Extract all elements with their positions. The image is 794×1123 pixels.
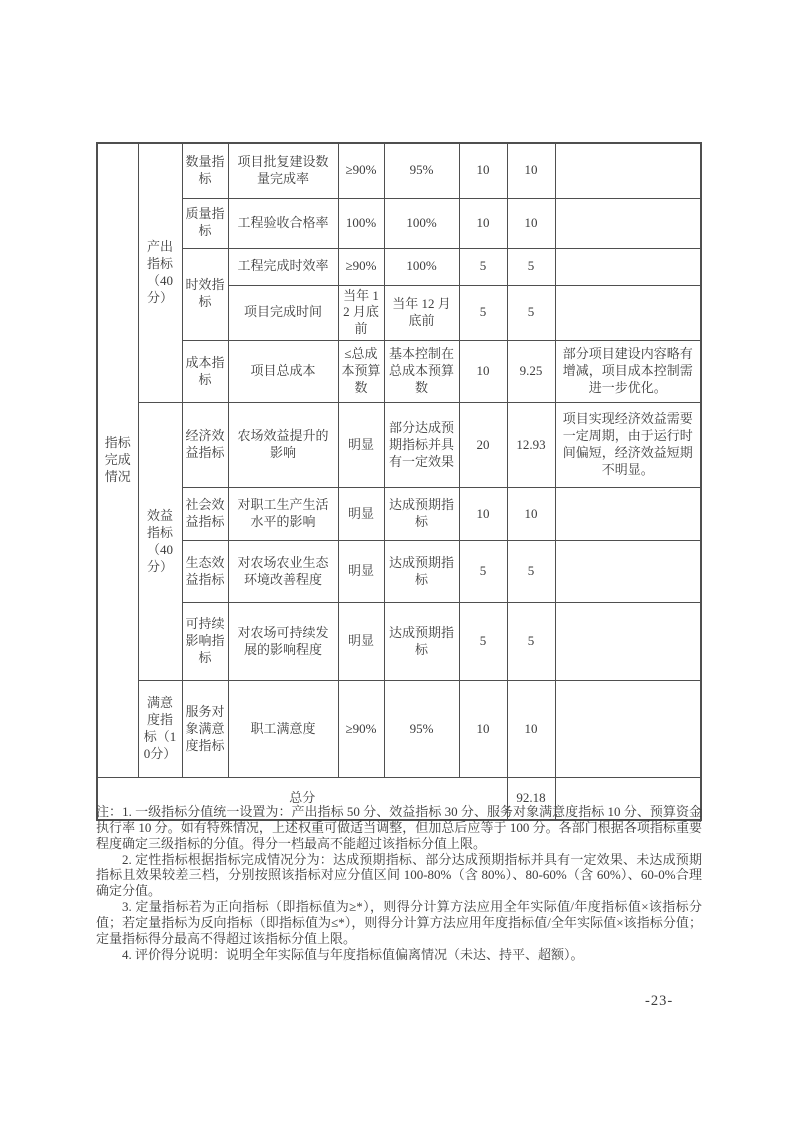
table-row: [97, 143, 701, 198]
remark-cell: [555, 248, 701, 285]
indicator-name-cell: 工程完成时效率: [228, 248, 338, 285]
target-value-cell: ≤总成本预算数: [338, 341, 384, 403]
score-cell: 5: [507, 248, 555, 285]
actual-value-cell: 达成预期指标: [384, 488, 459, 541]
table-row: [97, 488, 701, 541]
remark-cell: [555, 488, 701, 541]
level1-cell-output: 产出指标（40分）: [138, 143, 182, 403]
actual-value-cell: 部分达成预期指标并具有一定效果: [384, 403, 459, 488]
points-cell: 5: [459, 603, 507, 681]
actual-value-cell: 100%: [384, 248, 459, 285]
target-value-cell: 当年 12 月底前: [338, 285, 384, 341]
actual-value-cell: 95%: [384, 143, 459, 198]
points-cell: 5: [459, 248, 507, 285]
points-cell: 10: [459, 488, 507, 541]
remark-cell: [555, 143, 701, 198]
score-cell: 5: [507, 603, 555, 681]
level2-cell: 经济效益指标: [182, 403, 228, 488]
actual-value-cell: 达成预期指标: [384, 603, 459, 681]
level2-cell: 社会效益指标: [182, 488, 228, 541]
note-paragraph: 注：1. 一级指标分值统一设置为：产出指标 50 分、效益指标 30 分、服务对象满意度指标 10 分、预算资金执行率 10 分。如有特殊情况，上述权重可做适当调整，但加总后应等于 100 分。各部门根据各项指标重要程度确定三级指标的分值。得分一档最高不能超过该指标分值上限。: [96, 804, 702, 851]
score-cell: 5: [507, 285, 555, 341]
table-row: [97, 681, 701, 778]
target-value-cell: 100%: [338, 198, 384, 248]
score-cell: 5: [507, 541, 555, 603]
level2-cell: 数量指标: [182, 143, 228, 198]
indicator-name-cell: 职工满意度: [228, 681, 338, 778]
level2-cell: 生态效益指标: [182, 541, 228, 603]
notes-section: [96, 804, 702, 963]
score-cell: 10: [507, 198, 555, 248]
table-row: [97, 198, 701, 248]
table-row: [97, 541, 701, 603]
level2-cell: 质量指标: [182, 198, 228, 248]
total-score-cell: 92.18: [507, 778, 555, 820]
note-paragraph: 2. 定性指标根据指标完成情况分为：达成预期指标、部分达成预期指标并具有一定效果、未达成预期指标且效果较差三档，分别按照该指标对应分值区间 100-80%（含 80%）、80-60%（含 60%）、60-0%合理确定分值。: [96, 851, 702, 899]
target-value-cell: 明显: [338, 488, 384, 541]
points-cell: 20: [459, 403, 507, 488]
remark-cell: 项目实现经济效益需要一定周期，由于运行时间偏短，经济效益短期不明显。: [555, 403, 701, 488]
remark-cell: [555, 541, 701, 603]
note-paragraph: 3. 定量指标若为正向指标（即指标值为≥*），则得分计算方法应用全年实际值/年度指标值×该指标分值；若定量指标为反向指标（即指标值为≤*），则得分计算方法应用年度指标值/全年实际值×该指标分值；定量指标得分最高不得超过该指标分值上限。: [96, 899, 702, 946]
target-value-cell: 明显: [338, 541, 384, 603]
remark-cell: [555, 681, 701, 778]
table-row: [97, 403, 701, 488]
level1-cell-satisfaction: 满意度指标（10分）: [138, 681, 182, 778]
target-value-cell: ≥90%: [338, 143, 384, 198]
target-value-cell: ≥90%: [338, 681, 384, 778]
level2-cell: 可持续影响指标: [182, 603, 228, 681]
note-paragraph: 4. 评价得分说明：说明全年实际值与年度指标值偏离情况（未达、持平、超额）。: [122, 946, 584, 962]
level2-cell: 服务对象满意度指标: [182, 681, 228, 778]
table-row: [97, 248, 701, 285]
remark-cell: [555, 603, 701, 681]
score-cell: 10: [507, 143, 555, 198]
remark-cell: [555, 285, 701, 341]
indicator-name-cell: 工程验收合格率: [228, 198, 338, 248]
section-label-cell: 指标完成情况: [97, 143, 138, 778]
level2-cell: 成本指标: [182, 341, 228, 403]
indicator-name-cell: 项目完成时间: [228, 285, 338, 341]
indicator-name-cell: 项目批复建设数量完成率: [228, 143, 338, 198]
points-cell: 10: [459, 198, 507, 248]
target-value-cell: 明显: [338, 603, 384, 681]
actual-value-cell: 达成预期指标: [384, 541, 459, 603]
page-number: -23-: [645, 993, 674, 1009]
indicator-name-cell: 对农场可持续发展的影响程度: [228, 603, 338, 681]
score-cell: 9.25: [507, 341, 555, 403]
target-value-cell: ≥90%: [338, 248, 384, 285]
points-cell: 5: [459, 285, 507, 341]
table-row: [97, 341, 701, 403]
actual-value-cell: 当年 12 月底前: [384, 285, 459, 341]
total-label-cell: 总分: [97, 778, 507, 820]
actual-value-cell: 95%: [384, 681, 459, 778]
indicator-name-cell: 农场效益提升的影响: [228, 403, 338, 488]
performance-evaluation-table: [96, 142, 702, 821]
points-cell: 10: [459, 681, 507, 778]
target-value-cell: 明显: [338, 403, 384, 488]
table-row: [97, 603, 701, 681]
remark-cell: [555, 198, 701, 248]
level2-cell: 时效指标: [182, 248, 228, 341]
indicator-name-cell: 项目总成本: [228, 341, 338, 403]
indicator-name-cell: 对农场农业生态环境改善程度: [228, 541, 338, 603]
actual-value-cell: 基本控制在总成本预算数: [384, 341, 459, 403]
actual-value-cell: 100%: [384, 198, 459, 248]
score-cell: 12.93: [507, 403, 555, 488]
remark-cell: 部分项目建设内容略有增减，项目成本控制需进一步优化。: [555, 341, 701, 403]
level1-cell-benefit: 效益指标（40分）: [138, 403, 182, 681]
points-cell: 5: [459, 541, 507, 603]
score-cell: 10: [507, 681, 555, 778]
score-cell: 10: [507, 488, 555, 541]
indicator-name-cell: 对职工生产生活水平的影响: [228, 488, 338, 541]
points-cell: 10: [459, 341, 507, 403]
points-cell: 10: [459, 143, 507, 198]
